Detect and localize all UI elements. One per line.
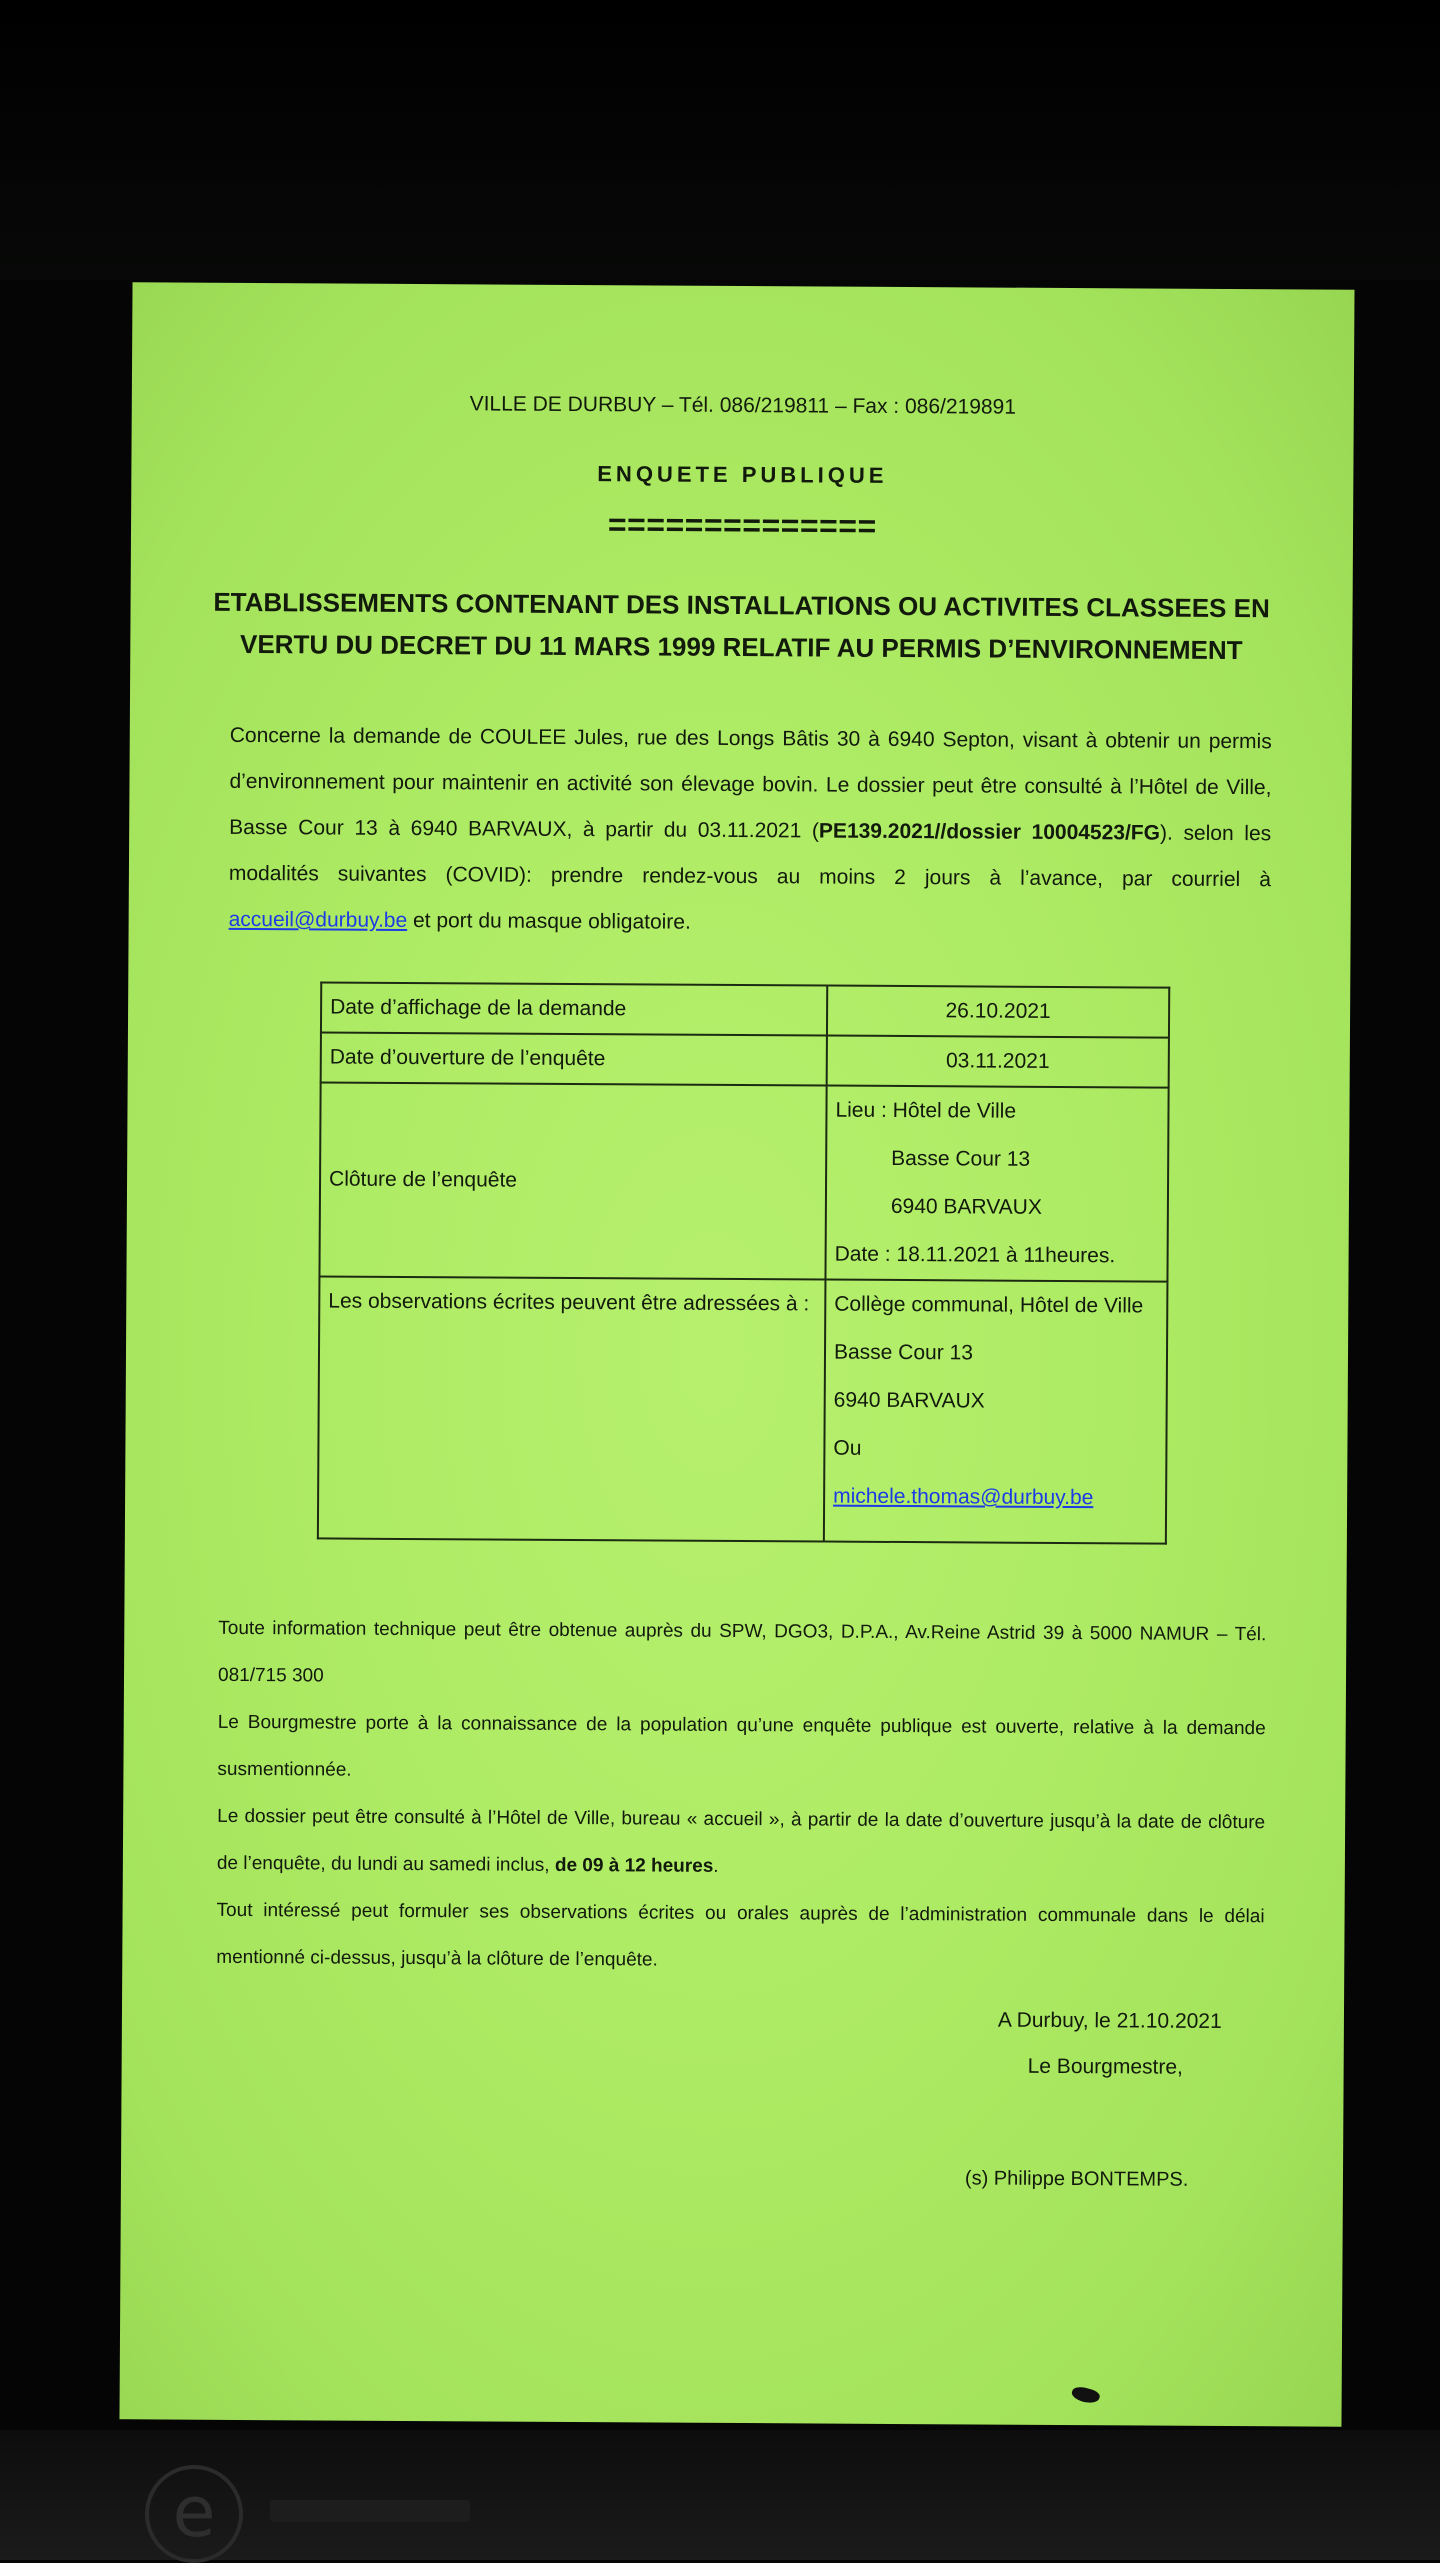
signature-place-date: A Durbuy, le 21.10.2021: [997, 2008, 1222, 2033]
table-row: [321, 982, 1169, 1037]
enquiry-info-table: [317, 981, 1170, 1544]
opening-hours: de 09 à 12 heures: [554, 1854, 714, 1877]
observations-email-link[interactable]: michele.thomas@durbuy.be: [833, 1484, 1094, 1510]
footer-paragraph: Le Bourgmestre porte à la connaissance de la population qu’une enquête publique est ouverte, relative à la demande susmentionnée.: [217, 1711, 1266, 1781]
table-label: Les observations écrites peuvent être adressées à :: [318, 1276, 826, 1541]
public-notice-poster: [119, 282, 1354, 2426]
table-value: 03.11.2021: [827, 1036, 1169, 1088]
title-separator: ==============: [607, 508, 877, 547]
signature-role: Le Bourgmestre,: [1027, 2054, 1183, 2079]
reflection-blur: [270, 2500, 470, 2522]
accueil-email-link[interactable]: accueil@durbuy.be: [228, 907, 408, 932]
footer-paragraph: Tout intéressé peut formuler ses observations écrites ou orales auprès de l’administration communale dans le délai mentionné ci-dessus, jusqu’à la clôture de l’enquête.: [216, 1899, 1265, 1971]
dark-background-top: [0, 0, 1440, 280]
main-heading-line: VERTU DU DECRET DU 11 MARS 1999 RELATIF AU PERMIS D’ENVIRONNEMENT: [239, 628, 1243, 666]
table-value: 26.10.2021: [827, 986, 1169, 1038]
table-label: Date d’ouverture de l’enquête: [321, 1032, 827, 1085]
table-value: [824, 1280, 1168, 1544]
signatory-name: (s) Philippe BONTEMPS.: [964, 2167, 1189, 2191]
reflection-logo-icon: e: [145, 2465, 243, 2563]
observations-address: 6940 BARVAUX: [833, 1388, 985, 1413]
table-label: Clôture de l’enquête: [319, 1082, 826, 1279]
closing-address: 6940 BARVAUX: [890, 1194, 1042, 1219]
footer-text: .: [713, 1855, 719, 1877]
table-row: [318, 1276, 1168, 1543]
intro-text: ). selon les modalités suivantes (COVID): prendre rendez-vous au moins 2 jours à l’avance, par courriel à: [228, 821, 1272, 892]
table-row: [321, 1032, 1169, 1087]
intro-paragraph: [229, 713, 1272, 949]
intro-text: Concerne la demande de COULEE Jules, rue des Longs Bâtis 30 à 6940 Septon, visant à obtenir un permis d’environnement pour maintenir en activité son élevage bovin. Le dossier peut être consulté à l’Hôtel de Ville, Basse Cour 13 à 6940 BARVAUX, à partir du 03.11.2021 (: [229, 723, 1272, 843]
table-value: [825, 1086, 1168, 1282]
table-row: [319, 1082, 1168, 1281]
observations-address: Basse Cour 13: [833, 1340, 974, 1365]
intro-text: et port du masque obligatoire.: [407, 908, 691, 934]
closing-address: Basse Cour 13: [891, 1146, 1031, 1171]
ink-smudge: [1070, 2385, 1101, 2406]
footer-paragraph: [217, 1793, 1266, 1893]
footer-paragraphs: [216, 1605, 1266, 1987]
signature-block: [982, 1998, 1283, 2092]
observations-or: Ou: [833, 1436, 862, 1460]
notice-title: ENQUETE PUBLIQUE: [597, 461, 888, 488]
contact-header: VILLE DE DURBUY – Tél. 086/219811 – Fax : 086/219891: [469, 392, 1017, 419]
footer-text: Le dossier peut être consulté à l’Hôtel de Ville, bureau « accueil », à partir de la date d’ouverture jusqu’à la date de clôture de l’enquête, du lundi au samedi inclus,: [216, 1805, 1266, 1876]
main-heading: [210, 581, 1272, 671]
closing-place: Lieu : Hôtel de Ville: [835, 1098, 1017, 1123]
footer-paragraph: Toute information technique peut être obtenue auprès du SPW, DGO3, D.P.A., Av.Reine Astrid 39 à 5000 NAMUR – Tél. 081/715 300: [217, 1617, 1267, 1687]
dossier-reference: PE139.2021//dossier 10004523/FG: [818, 819, 1161, 845]
closing-date: Date : 18.11.2021 à 11heures.: [834, 1242, 1116, 1268]
main-heading-line: ETABLISSEMENTS CONTENANT DES INSTALLATIONS OU ACTIVITES CLASSEES EN: [213, 586, 1270, 624]
observations-address: Collège communal, Hôtel de Ville: [834, 1292, 1144, 1318]
table-label: Date d’affichage de la demande: [321, 982, 827, 1035]
